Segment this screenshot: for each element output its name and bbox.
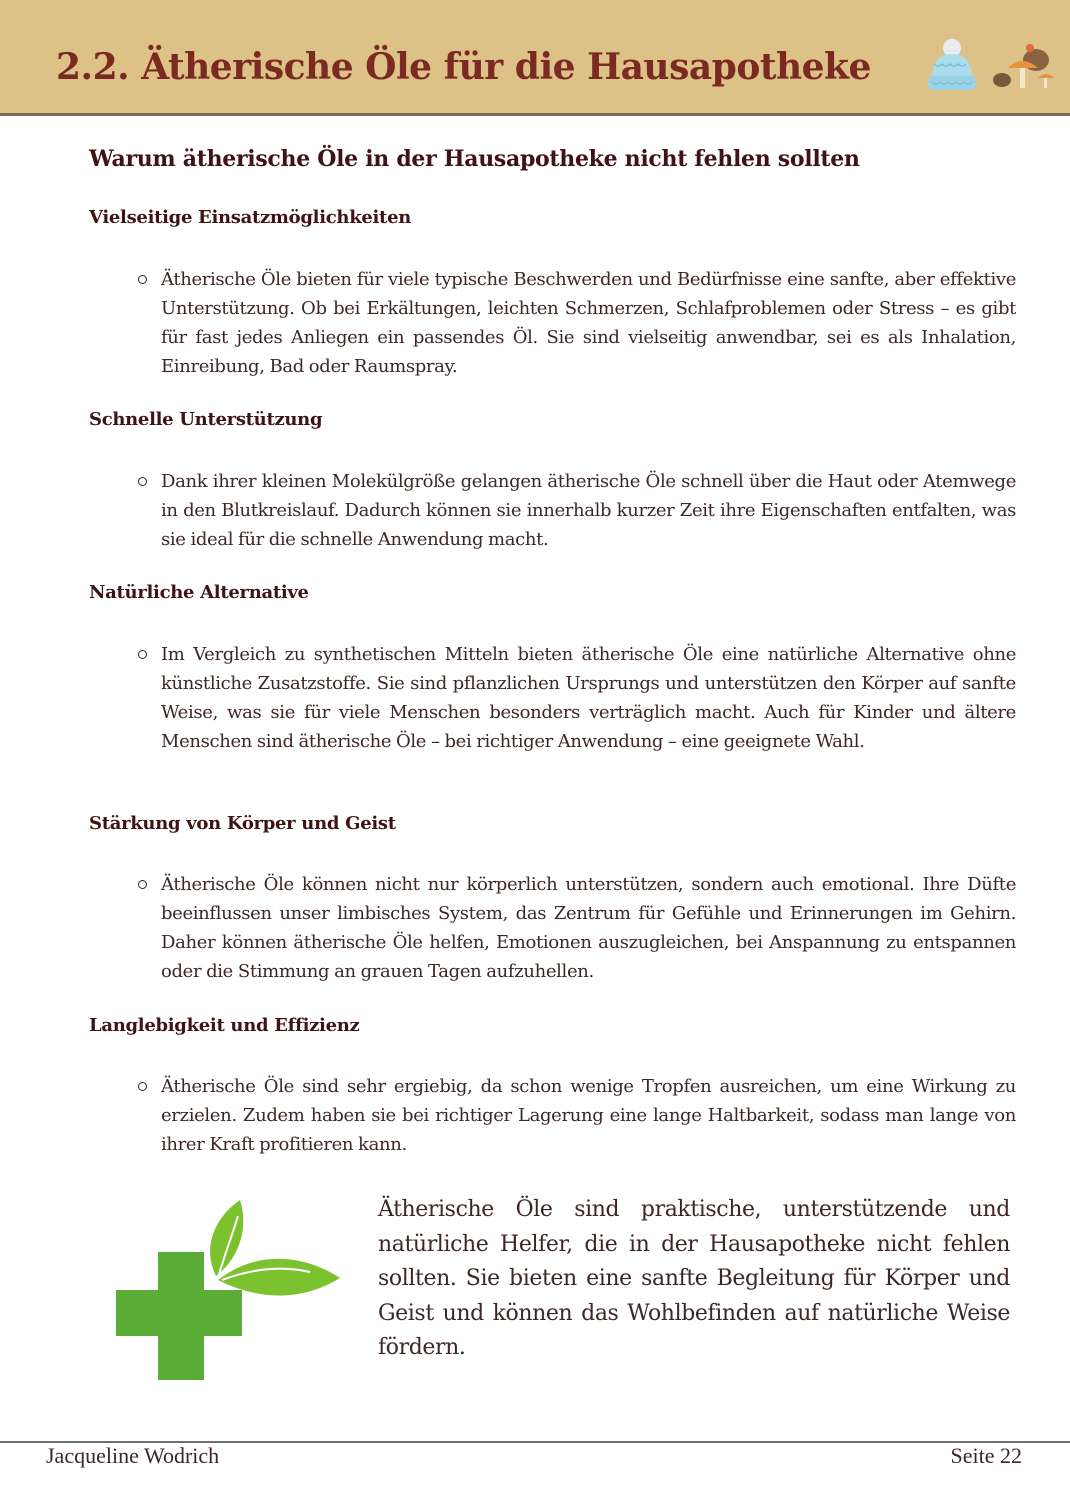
knit-hat-icon xyxy=(920,34,984,98)
footer-author: Jacqueline Wodrich xyxy=(46,1443,220,1468)
item-text: Ätherische Öle sind sehr ergiebig, da schon wenige Tropfen ausreichen, um eine Wirkung zu erzielen. Zudem haben sie bei richtiger Lagerung eine lange Haltbarkeit, sodass man lange von ihrer Kraft profitieren kann. xyxy=(161,1076,1016,1155)
bullet-icon xyxy=(138,275,147,284)
summary-text: Ätherische Öle sind praktische, unterstützende und natürliche Helfer, die in der Hausapotheke nicht fehlen sollten. Sie bieten eine sanfte Begleitung für Körper und Geist und können das Wohlbefinden auf natürliche Weise fördern. xyxy=(378,1197,1010,1360)
item-heading: Langlebigkeit und Effizienz xyxy=(89,1015,360,1036)
item-text: Im Vergleich zu synthetischen Mitteln bieten ätherische Öle eine natürliche Alternative ohne künstliche Zusatzstoffe. Sie sind pflanzlichen Ursprungs und unterstützen den Körper auf sanfte Weise, was sie für viele Menschen besonders verträglich macht. Auch für Kinder und ältere Menschen sind ätherische Öle – bei richtiger Anwendung – eine geeignete Wahl. xyxy=(161,644,1016,752)
section-title: Warum ätherische Öle in der Hausapotheke nicht fehlen sollten xyxy=(89,146,860,172)
item-heading: Stärkung von Körper und Geist xyxy=(89,813,396,834)
item-heading: Vielseitige Einsatzmöglichkeiten xyxy=(89,207,412,228)
hedgehog-mushroom-icon xyxy=(990,40,1058,100)
page-header xyxy=(0,0,1070,116)
item-text: Dank ihrer kleinen Molekülgröße gelangen ätherische Öle schnell über die Haut oder Atemwege in den Blutkreislauf. Dadurch können sie innerhalb kurzer Zeit ihre Eigenschaften entfalten, was sie ideal für die schnelle Anwendung macht. xyxy=(161,471,1016,550)
item-text: Ätherische Öle können nicht nur körperlich unterstützen, sondern auch emotional. Ihre Düfte beeinflussen unser limbisches System, das Zentrum für Gefühle und Erinnerungen im Gehirn. Daher können ätherische Öle helfen, Emotionen auszugleichen, bei Anspannung zu entspannen oder die Stimmung an grauen Tagen aufzuhellen. xyxy=(161,874,1016,982)
bullet-icon xyxy=(138,477,147,486)
bullet-icon xyxy=(138,650,147,659)
item-heading: Natürliche Alternative xyxy=(89,582,309,603)
item-text: Ätherische Öle bieten für viele typische Beschwerden und Bedürfnisse eine sanfte, aber effektive Unterstützung. Ob bei Erkältungen, leichten Schmerzen, Schlafproblemen oder Stress – es gibt für fast jedes Anliegen ein passendes Öl. Sie sind vielseitig anwendbar, sei es als Inhalation, Einreibung, Bad oder Raumspray. xyxy=(161,269,1016,377)
green-cross-leaf-icon xyxy=(114,1194,344,1382)
bullet-icon xyxy=(138,1082,147,1091)
page-number: Seite 22 xyxy=(950,1443,1022,1468)
bullet-icon xyxy=(138,880,147,889)
page-title: 2.2. Ätherische Öle für die Hausapotheke xyxy=(56,46,871,88)
item-heading: Schnelle Unterstützung xyxy=(89,409,323,430)
